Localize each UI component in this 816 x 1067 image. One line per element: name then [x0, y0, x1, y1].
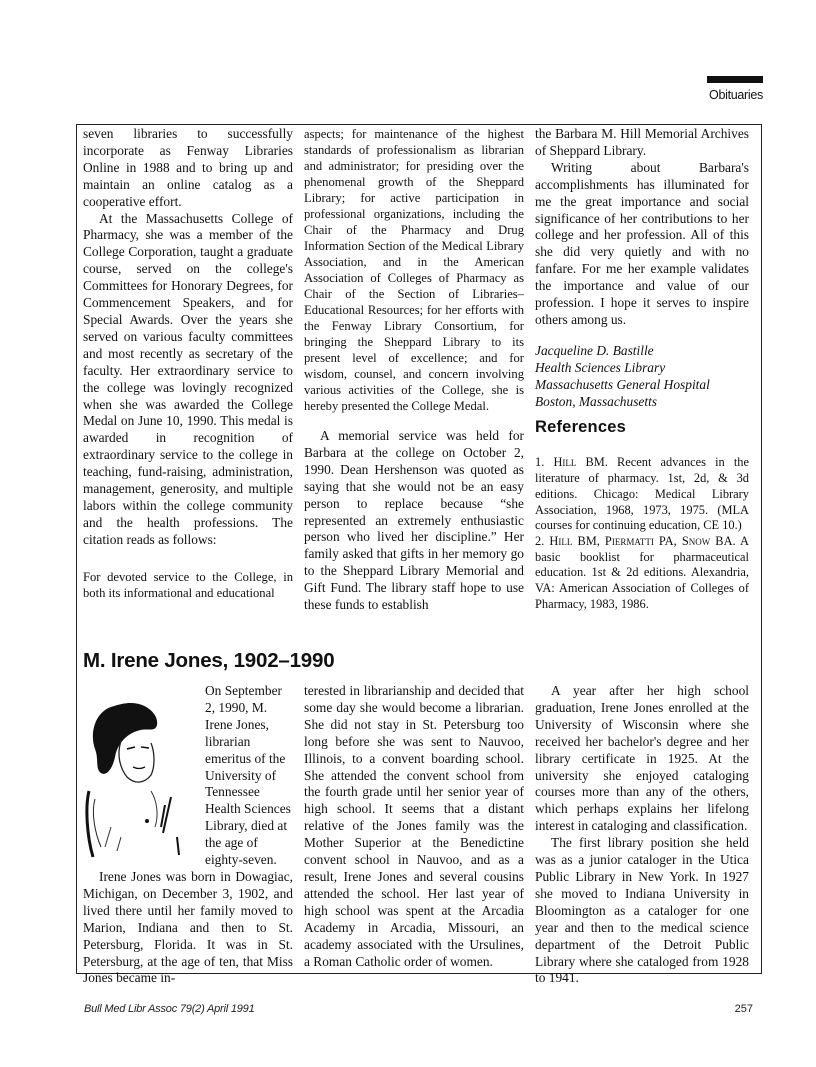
references-heading: References [535, 417, 626, 436]
reference-item: 1. Hill BM. Recent advances in the literature of pharmacy. 1st, 2d, & 3d editions. Chicago: Medical Library Association, 1968, 1973, 1975. (MLA courses for continuing education, CE 10.) [535, 455, 749, 533]
author-institution: Massachusetts General Hospital [535, 376, 710, 392]
paragraph: At the Massachusetts College of Pharmacy, she was a member of the College Corporation, taught a graduate course, served on the college's Committees for Honorary Degrees, for Commencement Speakers, and for Special Awards. Over the years she served on various faculty committees and most recently as secretary of the faculty. Her extraordinary service to the college was lovingly recognized when she was awarded the College Medal on June 10, 1990. This medal is awarded in recognition of extraordinary service to the college in teaching, fund-raising, administration, management, generosity, and multiple labors within the college community and the health professions. The citation reads as follows: [83, 210, 293, 547]
hill-column-1 [83, 126, 293, 601]
paragraph: seven libraries to successfully incorporate as Fenway Libraries Online in 1988 and to bring up and maintain an online catalog as a cooperative effort. [83, 126, 293, 209]
obituary-title: M. Irene Jones, 1902–1990 [83, 649, 335, 672]
paragraph: On September 2, 1990, M. Irene Jones, librarian emeritus of the University of Tennessee Health Sciences Library, died at the age of eighty-seven. [205, 683, 291, 868]
paragraph: the Barbara M. Hill Memorial Archives of Sheppard Library. [535, 126, 749, 158]
paragraph: Writing about Barbara's accomplishments has illuminated for me the great importance and social significance of her contributions to her college and her profession. All of this she did very quietly and with no fanfare. For me her example validates the importance and value of our profession. I hope it serves to inspire others among us. [535, 159, 749, 327]
section-label: Obituaries [709, 88, 763, 102]
author-location: Boston, Massachusetts [535, 393, 657, 409]
hill-column-2 [304, 126, 524, 614]
jones-column-2 [304, 683, 524, 970]
medal-citation: aspects; for maintenance of the highest standards of professionalism as librarian and administrator; for presiding over the phenomenal growth of the Sheppard Library; for active participation in professional organizations, including the Chair of the Pharmacy and Drug Information Section of the Medical Library Association, and in the American Association of Colleges of Pharmacy as Chair of the Section of Libraries–Educational Resources; for her efforts with the Fenway Library Consortium, for bringing the Sheppard Library to its present level of excellence; and for wisdom, counsel, and concern involving various activities of the College, she is hereby presented the College Medal. [304, 127, 524, 413]
jones-column-3 [535, 683, 749, 987]
paragraph: Irene Jones was born in Dowagiac, Michigan, on December 3, 1902, and lived there until her family moved to Marion, Indiana and then to St. Petersburg, Florida. It was in St. Petersburg, at the age of ten, that Miss Jones became in- [83, 868, 293, 986]
journal-citation: Bull Med Libr Assoc 79(2) April 1991 [84, 1003, 255, 1015]
hill-column-3 [535, 126, 749, 612]
portrait-photo [81, 687, 199, 863]
reference-item: 2. Hill BM, Piermatti PA, Snow BA. A basic booklist for pharmaceutical education. 1st & 2d editions. Alexandria, VA: American Association of Colleges of Pharmacy, 1983, 1986. [535, 533, 749, 611]
section-header [707, 76, 763, 102]
article-frame [76, 124, 762, 986]
paragraph: A memorial service was held for Barbara at the college on October 2, 1990. Dean Hershenson was quoted as saying that she would not be an easy person to replace because “she represented an extremely enthusiastic person who lived her discipline.” Her family asked that gifts in her memory go to the Sheppard Library Memorial and Gift Fund. The library staff hope to use these funds to establish [304, 428, 524, 613]
portrait-image-icon [81, 687, 199, 863]
section-bar [707, 76, 763, 83]
medal-citation: For devoted service to the College, in both its informational and educational [83, 569, 293, 600]
author-signature [535, 343, 749, 411]
page-number: 257 [734, 1003, 753, 1015]
jones-column-1 [83, 683, 293, 987]
paragraph: The first library position she held was as a junior cataloger in the Utica Public Library in New York. In 1927 she moved to Indiana University in Bloomington as a cataloger for one year and then to the medical science department of the Detroit Public Library where she cataloged from 1928 to 1941. [535, 835, 749, 986]
author-name: Jacqueline D. Bastille [535, 342, 654, 358]
paragraph: A year after her high school graduation, Irene Jones enrolled at the University of Wisconsin where she received her bachelor's degree and her library certificate in 1925. At the university she enjoyed cataloging courses more than any of the others, which perhaps explains her lifelong interest in cataloging and classification. [535, 683, 749, 834]
author-dept: Health Sciences Library [535, 359, 666, 375]
paragraph: terested in librarianship and decided that some day she would become a librarian. She did not stay in St. Petersburg too long before she was sent to Nauvoo, Illinois, to a convent boarding school. She attended the convent school from the fourth grade until her senior year of high school. It seems that a distant relative of the Jones family was the Mother Superior at the Benedictine convent school in Nauvoo, and as a result, Irene Jones and several cousins attended the school. Her last year of high school was spent at the Arcadia Academy in Arcadia, Missouri, an academy associated with the Ursulines, a Roman Catholic order of women. [304, 683, 524, 969]
